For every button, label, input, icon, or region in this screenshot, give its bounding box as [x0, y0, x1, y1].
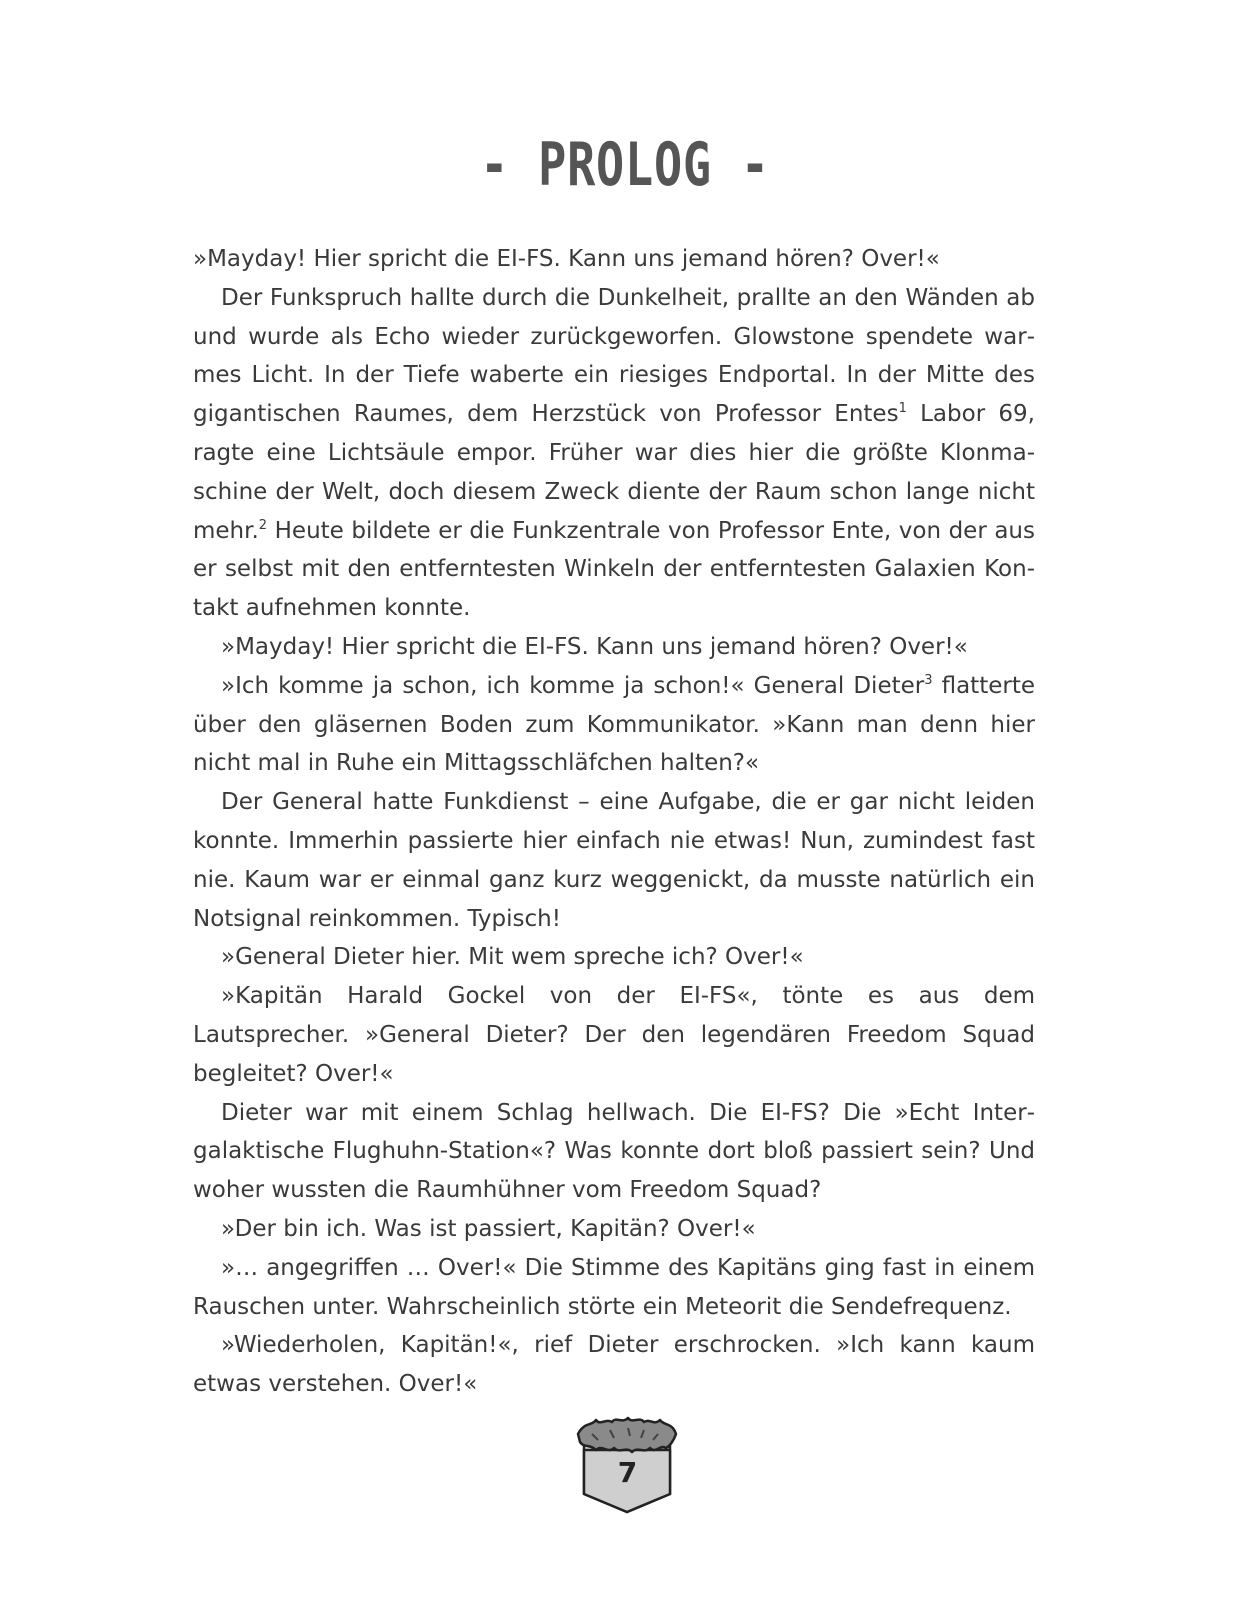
paragraph-text: »Der bin ich. Was ist passiert, Kapitän? Over!« — [221, 1215, 756, 1242]
paragraph — [193, 1249, 1035, 1327]
paragraph-text: »Mayday! Hier spricht die EI-FS. Kann uns jemand hören? Over!« — [221, 633, 968, 660]
footnote-marker: 3 — [924, 672, 933, 688]
paragraph-text: flatterte über den gläsernen Boden zum Kommunikator. »Kann man denn hier nicht mal in Ruhe ein Mittagsschläfchen halten?« — [193, 672, 1035, 777]
paragraph-text: »Kapitän Harald Gockel von der EI-FS«, tönte es aus dem Lautsprecher. »General Dieter? Der den legendären Freedom Squad begleitet? Over!« — [193, 983, 1035, 1087]
paragraph-text: »General Dieter hier. Mit wem spreche ich? Over!« — [221, 944, 804, 971]
body-text — [193, 240, 1035, 1404]
paragraph-text: »Wiederholen, Kapitän!«, rief Dieter erschrocken. »Ich kann kaum etwas verstehen. Over!« — [193, 1332, 1035, 1398]
paragraph-text: Labor 69, ragte eine Lichtsäule empor. Früher war dies hier die größte Klonmaschine der Welt, doch diesem Zweck diente der Raum schon lange nicht mehr. — [193, 401, 1035, 544]
page-number: 7 — [617, 1456, 638, 1489]
paragraph — [193, 938, 1035, 977]
paragraph — [193, 1326, 1035, 1404]
paragraph — [193, 279, 1035, 628]
paragraph — [193, 667, 1035, 783]
paragraph-text: Der General hatte Funkdienst – eine Aufgabe, die er gar nicht leiden konnte. Immerhin passierte hier einfach nie etwas! Nun, zumindest fast nie. Kaum war er einmal ganz kurz weggenickt, da musste natürlich ein Notsignal reinkommen. Typisch! — [193, 789, 1035, 932]
paragraph — [193, 240, 1035, 279]
paragraph-text: Heute bildete er die Funkzentrale von Professor Ente, von der aus er selbst mit den entferntesten Winkeln der entferntesten Galaxien Kontakt aufnehmen konnte. — [193, 517, 1035, 622]
paragraph — [193, 977, 1035, 1093]
paragraph-text: »Ich komme ja schon, ich komme ja schon!« General Dieter — [221, 672, 925, 699]
paragraph — [193, 783, 1035, 938]
paragraph — [193, 628, 1035, 667]
paragraph — [193, 1094, 1035, 1210]
paragraph-text: Dieter war mit einem Schlag hellwach. Die EI-FS? Die »Echt Intergalaktische Flughuhn-Station«? Was konnte dort bloß passiert sein? Und woher wussten die Raumhühner vom Freedom Squad? — [193, 1099, 1035, 1204]
footnote-marker: 2 — [258, 517, 268, 533]
paragraph — [193, 1210, 1035, 1249]
paragraph-text: »Mayday! Hier spricht die EI-FS. Kann uns jemand hören? Over!« — [193, 246, 940, 272]
chapter-title: - PROLOG - — [480, 130, 770, 200]
footnote-marker: 1 — [898, 401, 907, 417]
paragraph-text: »… angegriffen … Over!« Die Stimme des Kapitäns ging fast in einem Rauschen unter. Wahrscheinlich störte ein Meteorit die Sendefrequenz. — [193, 1254, 1035, 1320]
page-number-badge — [570, 1412, 685, 1522]
paragraph-text: Der Funkspruch hallte durch die Dunkelheit, prallte an den Wänden ab und wurde als Echo wieder zurückgeworfen. Glowstone spendete warmes Licht. In der Tiefe waberte ein riesiges Endportal. In der Mitte des gigantischen Raumes, dem Herzstück von Professor Entes — [193, 284, 1035, 428]
